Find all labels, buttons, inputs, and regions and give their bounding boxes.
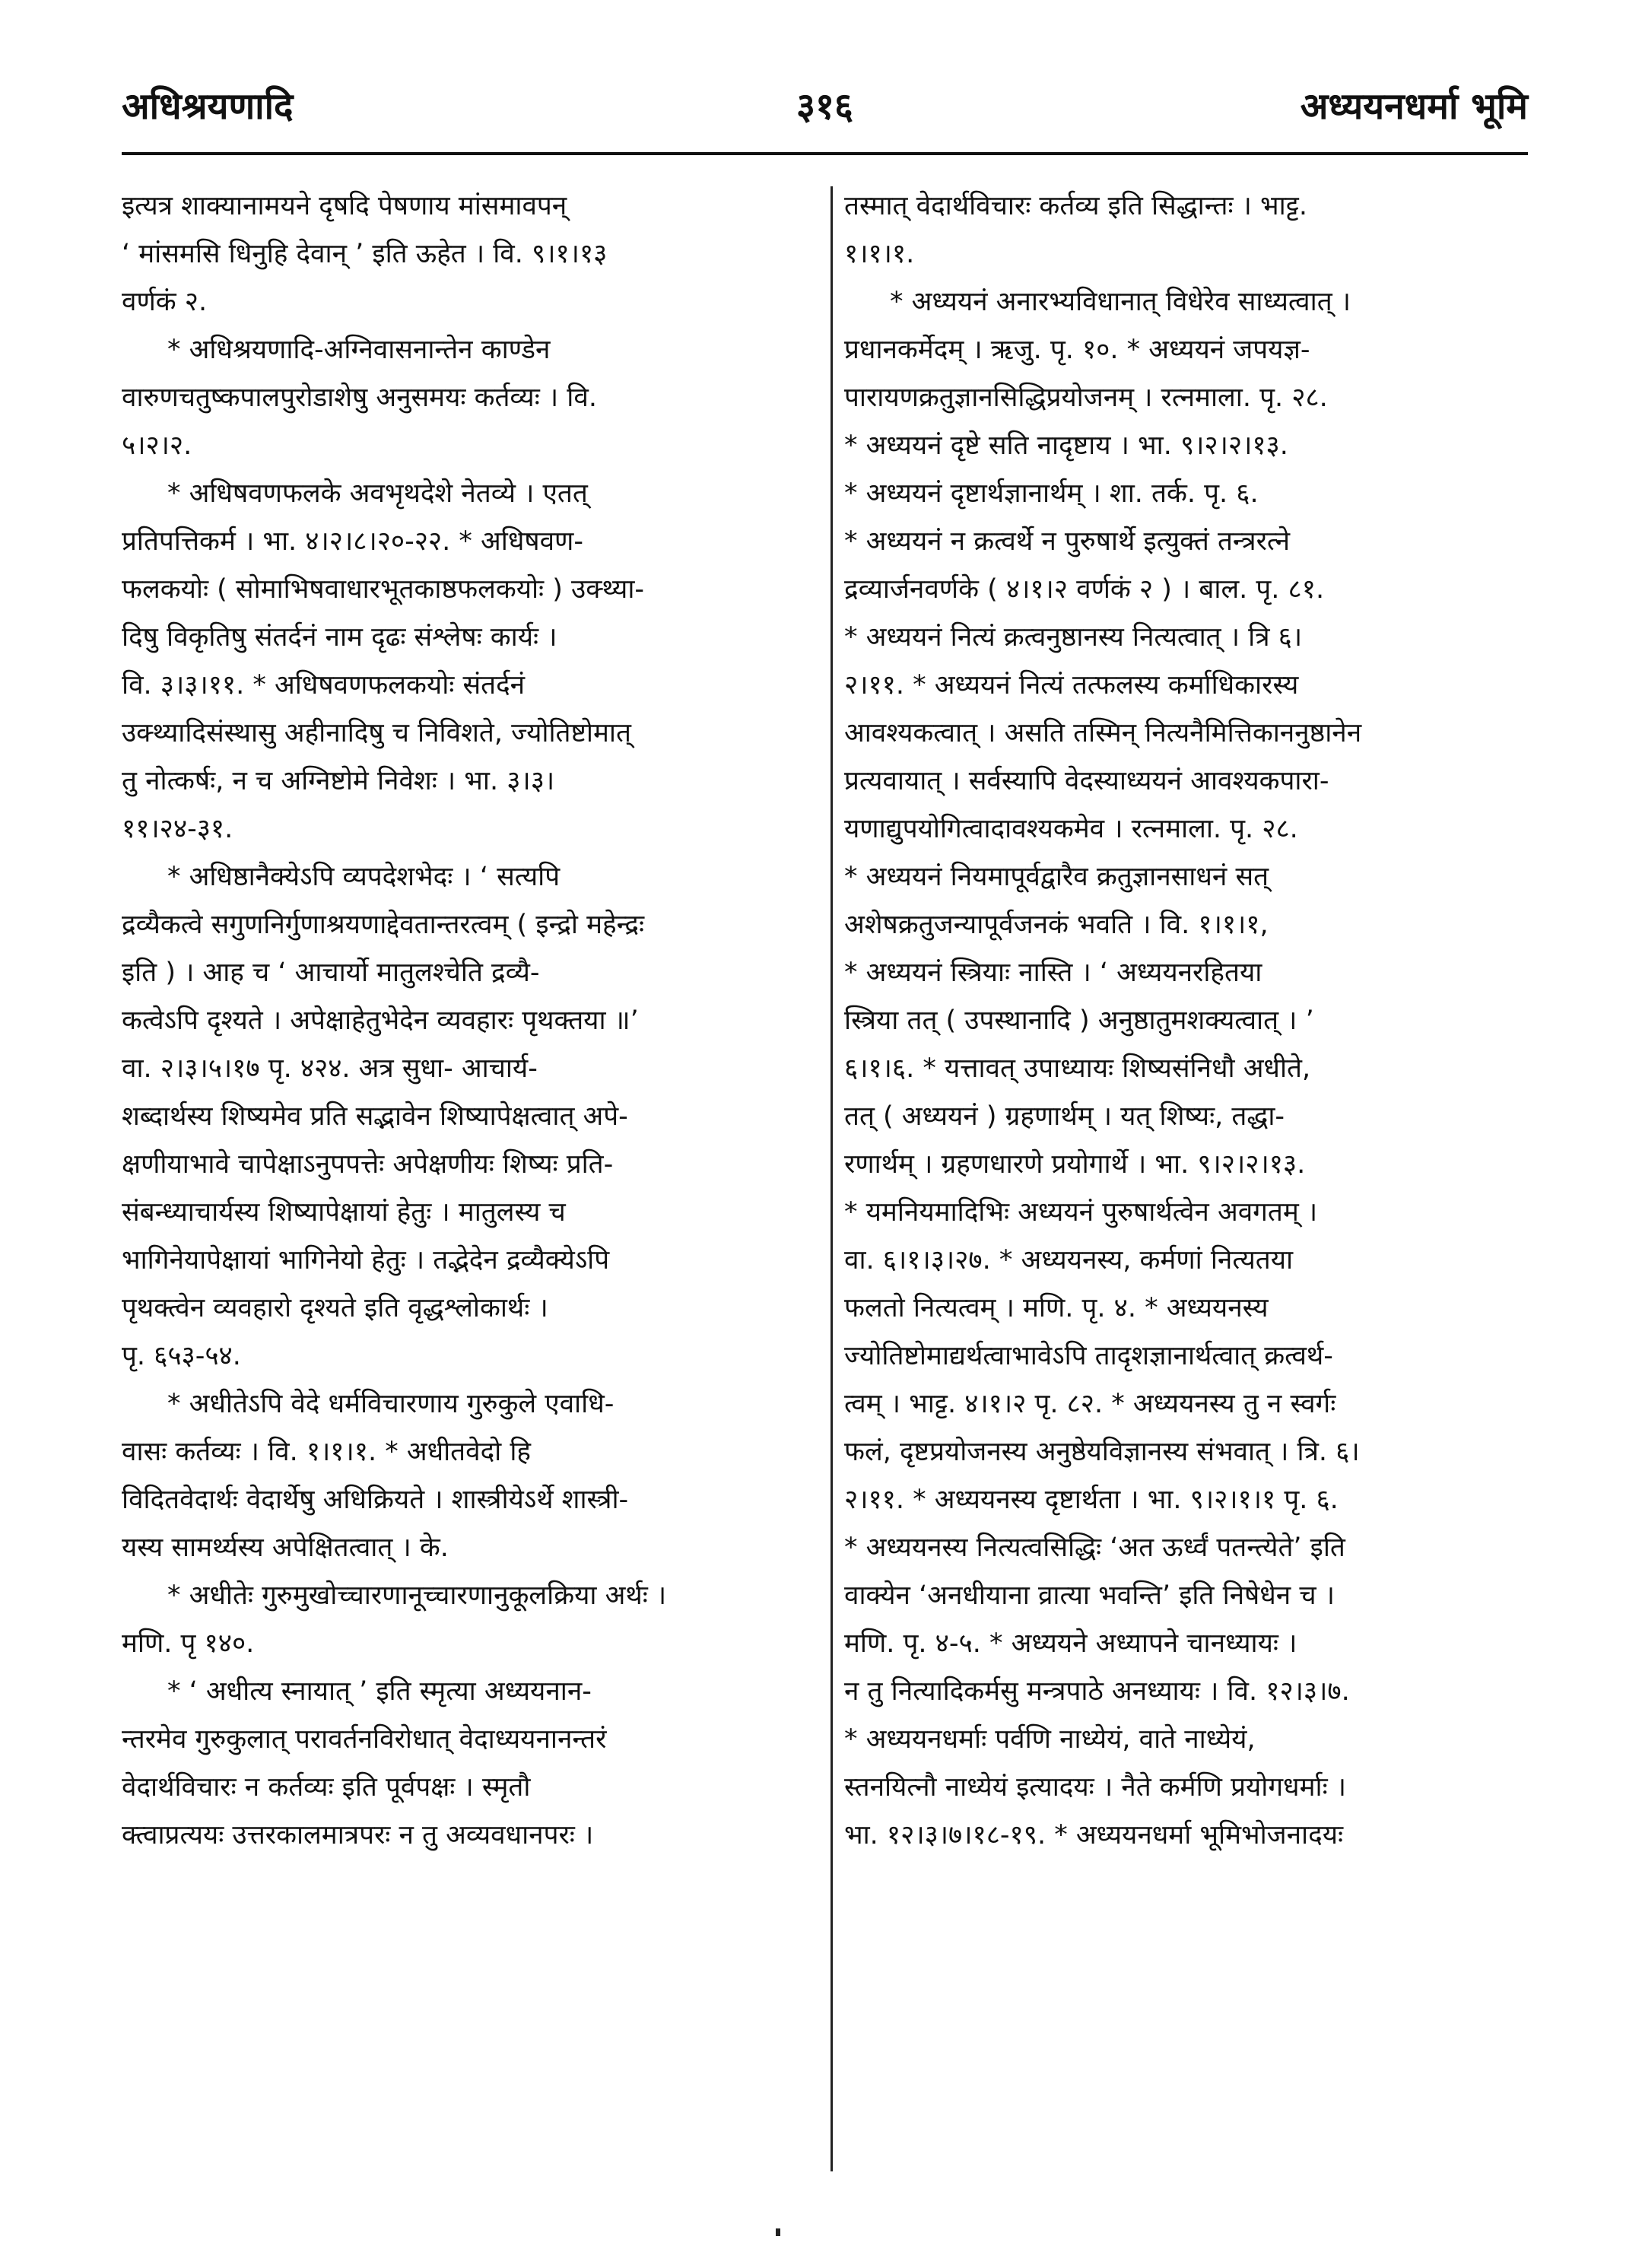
text-line: तत् ( अध्ययनं ) ग्रहणार्थम् । यत् शिष्यः, तद्धा- xyxy=(844,1101,1285,1132)
text-line: न्तरमेव गुरुकुलात् परावर्तनविरोधात् वेदाध्ययनानन्तरं xyxy=(122,1724,607,1755)
text-line: * अध्ययनं नियमापूर्वद्वारैव क्रतुज्ञानसाधनं सत् xyxy=(844,862,1269,892)
header-rule xyxy=(122,152,1528,155)
text-line: २।११. * अध्ययनस्य दृष्टार्थता । भा. ९।२।१।१ पृ. ६. xyxy=(844,1485,1339,1515)
text-line: १।१।१. xyxy=(844,239,915,269)
text-line: ६।१।६. * यत्तावत् उपाध्यायः शिष्यसंनिधौ अधीते, xyxy=(844,1053,1311,1084)
text-line: न तु नित्यादिकर्मसु मन्त्रपाठे अनध्यायः । वि. १२।३।७. xyxy=(844,1676,1350,1707)
text-line: * अध्ययनं नित्यं क्रत्वनुष्ठानस्य नित्यत्वात् । त्रि ६। xyxy=(844,622,1303,653)
text-line: तु नोत्कर्षः, न च अग्निष्टोमे निवेशः । भा. ३।३। xyxy=(122,766,555,796)
text-line: यस्य सामर्थ्यस्य अपेक्षितत्वात् । के. xyxy=(122,1533,449,1563)
text-line: अशेषक्रतुजन्यापूर्वजनकं भवति । वि. १।१।१, xyxy=(844,910,1269,940)
text-line: दिषु विकृतिषु संतर्दनं नाम दृढः संश्लेषः कार्यः । xyxy=(122,622,557,653)
text-line: * अधीतेऽपि वेदे धर्मविचारणाय गुरुकुले एवाधि- xyxy=(167,1389,615,1419)
header-first-entry: अधिश्रयणादि xyxy=(122,85,294,128)
text-line: * अध्ययनधर्माः पर्वणि नाध्येयं, वाते नाध्येयं, xyxy=(844,1724,1256,1755)
text-line: वर्णकं २. xyxy=(122,287,208,317)
text-line: वा. २।३।५।१७ पृ. ४२४. अत्र सुधा- आचार्य- xyxy=(122,1053,538,1084)
text-line: * अधीतेः गुरुमुखोच्चारणानूच्चारणानुकूलक्रिया अर्थः । xyxy=(167,1580,667,1611)
text-line: * अधिषवणफलके अवभृथदेशे नेतव्ये । एतत् xyxy=(167,478,588,509)
text-line: स्त्रिया तत् ( उपस्थानादि ) अनुष्ठातुमशक्यत्वात् । ’ xyxy=(844,1005,1314,1036)
text-line: * अध्ययनं अनारभ्यविधानात् विधेरेव साध्यत्वात् । xyxy=(890,287,1351,317)
text-line: * अध्ययनस्य नित्यत्वसिद्धिः ‘अत ऊर्ध्वं पतन्त्येते’ इति xyxy=(844,1533,1345,1563)
text-line: प्रतिपत्तिकर्म । भा. ४।२।८।२०-२२. * अधिषवण- xyxy=(122,526,583,557)
text-line: द्रव्यार्जनवर्णके ( ४।१।२ वर्णकं २ ) । बाल. पृ. ८१. xyxy=(844,574,1325,605)
text-line: * अध्ययनं दृष्टे सति नादृष्टाय । भा. ९।२।२।१३. xyxy=(844,430,1288,461)
text-line: तस्मात् वेदार्थविचारः कर्तव्य इति सिद्धान्तः । भाट्ट. xyxy=(844,191,1307,221)
text-line: ‘ मांसमसि धिनुहि देवान् ’ इति ऊहेत । वि. ९।१।१३ xyxy=(122,239,608,269)
text-line: कत्वेऽपि दृश्यते । अपेक्षाहेतुभेदेन व्यवहारः पृथक्तया ॥’ xyxy=(122,1005,639,1036)
text-line: इति ) । आह च ‘ आचार्यो मातुलश्चेति द्रव्यै- xyxy=(122,958,540,988)
text-line: शब्दार्थस्य शिष्यमेव प्रति सद्भावेन शिष्यापेक्षत्वात् अपे- xyxy=(122,1101,628,1132)
text-line: भा. १२।३।७।१८-१९. * अध्ययनधर्मा भूमिभोजनादयः xyxy=(844,1820,1344,1850)
text-line: पृ. ६५३-५४. xyxy=(122,1341,241,1371)
text-line: २।११. * अध्ययनं नित्यं तत्फलस्य कर्माधिकारस्य xyxy=(844,670,1299,700)
text-line: क्षणीयाभावे चापेक्षाऽनुपपत्तेः अपेक्षणीयः शिष्यः प्रति- xyxy=(122,1149,614,1180)
text-line: आवश्यकत्वात् । असति तस्मिन् नित्यनैमित्तिकाननुष्ठानेन xyxy=(844,718,1362,748)
text-line: * यमनियमादिभिः अध्ययनं पुरुषार्थत्वेन अवगतम् । xyxy=(844,1197,1318,1228)
right-column xyxy=(844,183,1529,2175)
text-line: द्रव्यैकत्वे सगुणनिर्गुणाश्रयणाद्देवतान्तरत्वम् ( इन्द्रो महेन्द्रः xyxy=(122,910,645,940)
text-line: भागिनेयापेक्षायां भागिनेयो हेतुः । तद्भेदेन द्रव्यैक्येऽपि xyxy=(122,1245,610,1275)
text-line: * ‘ अधीत्य स्नायात् ’ इति स्मृत्या अध्ययनान- xyxy=(167,1676,592,1707)
text-line: वारुणचतुष्कपालपुरोडाशेषु अनुसमयः कर्तव्यः । वि. xyxy=(122,383,597,413)
print-mark xyxy=(776,2228,780,2236)
text-line: * अध्ययनं दृष्टार्थज्ञानार्थम् । शा. तर्क. पृ. ६. xyxy=(844,478,1259,509)
running-head xyxy=(122,76,1528,152)
text-line: प्रधानकर्मेदम् । ऋजु. पृ. १०. * अध्ययनं जपयज्ञ- xyxy=(844,335,1310,365)
text-line: वेदार्थविचारः न कर्तव्यः इति पूर्वपक्षः । स्मृतौ xyxy=(122,1772,531,1803)
text-line: * अधिष्ठानैक्येऽपि व्यपदेशभेदः । ‘ सत्यपि xyxy=(167,862,561,892)
text-line: ज्योतिष्टोमाद्यर्थत्वाभावेऽपि तादृशज्ञानार्थत्वात् क्रत्वर्थ- xyxy=(844,1341,1333,1371)
text-line: पारायणक्रतुज्ञानसिद्धिप्रयोजनम् । रत्नमाला. पृ. २८. xyxy=(844,383,1328,413)
text-line: मणि. पृ १४०. xyxy=(122,1628,255,1659)
left-column xyxy=(122,183,829,2175)
text-line: ११।२४-३१. xyxy=(122,814,233,844)
text-line: * अधिश्रयणादि-अग्निवासनान्तेन काण्डेन xyxy=(167,335,551,365)
text-line: * अध्ययनं न क्रत्वर्थे न पुरुषार्थे इत्युक्तं तन्त्ररत्ने xyxy=(844,526,1291,557)
header-last-entry: अध्ययनधर्मा भूमि xyxy=(1300,85,1528,128)
text-line: वासः कर्तव्यः । वि. १।१।१. * अधीतवेदो हि xyxy=(122,1437,532,1467)
text-line: फलं, दृष्टप्रयोजनस्य अनुष्ठेयविज्ञानस्य संभवात् । त्रि. ६। xyxy=(844,1437,1360,1467)
text-line: उक्थ्यादिसंस्थासु अहीनादिषु च निविशते, ज्योतिष्टोमात् xyxy=(122,718,631,748)
page-number: ३१६ xyxy=(796,85,853,128)
text-line: विदितवेदार्थः वेदार्थेषु अधिक्रियते । शास्त्रीयेऽर्थे शास्त्री- xyxy=(122,1485,629,1515)
text-line: स्तनयित्नौ नाध्येयं इत्यादयः । नैते कर्मणि प्रयोगधर्माः । xyxy=(844,1772,1347,1803)
text-line: क्त्वाप्रत्ययः उत्तरकालमात्रपरः न तु अव्यवधानपरः । xyxy=(122,1820,594,1850)
text-line: * अध्ययनं स्त्रियाः नास्ति । ‘ अध्ययनरहितया xyxy=(844,958,1262,988)
text-line: वा. ६।१।३।२७. * अध्ययनस्य, कर्मणां नित्यतया xyxy=(844,1245,1294,1275)
text-line: फलतो नित्यत्वम् । मणि. पृ. ४. * अध्ययनस्य xyxy=(844,1293,1269,1323)
text-line: त्वम् । भाट्ट. ४।१।२ पृ. ८२. * अध्ययनस्य तु न स्वर्गः xyxy=(844,1389,1336,1419)
text-line: यणाद्युपयोगित्वादावश्यकमेव । रत्नमाला. पृ. २८. xyxy=(844,814,1298,844)
text-line: संबन्ध्याचार्यस्य शिष्यापेक्षायां हेतुः । मातुलस्य च xyxy=(122,1197,566,1228)
text-line: वि. ३।३।११. * अधिषवणफलकयोः संतर्दनं xyxy=(122,670,526,700)
column-divider xyxy=(831,186,833,2171)
text-line: मणि. पृ. ४-५. * अध्ययने अध्यापने चानध्यायः । xyxy=(844,1628,1297,1659)
text-line: वाक्येन ‘अनधीयाना व्रात्या भवन्ति’ इति निषेधेन च । xyxy=(844,1580,1335,1611)
text-line: ५।२।२. xyxy=(122,430,192,461)
text-line: इत्यत्र शाक्यानामयने दृषदि पेषणाय मांसमावपन् xyxy=(122,191,567,221)
text-line: प्रत्यवायात् । सर्वस्यापि वेदस्याध्ययनं आवश्यकपारा- xyxy=(844,766,1329,796)
text-line: पृथक्त्वेन व्यवहारो दृश्यते इति वृद्धश्लोकार्थः । xyxy=(122,1293,548,1323)
text-line: रणार्थम् । ग्रहणधारणे प्रयोगार्थे । भा. ९।२।२।१३. xyxy=(844,1149,1306,1180)
text-line: फलकयोः ( सोमाभिषवाधारभूतकाष्ठफलकयोः ) उक्थ्या- xyxy=(122,574,645,605)
